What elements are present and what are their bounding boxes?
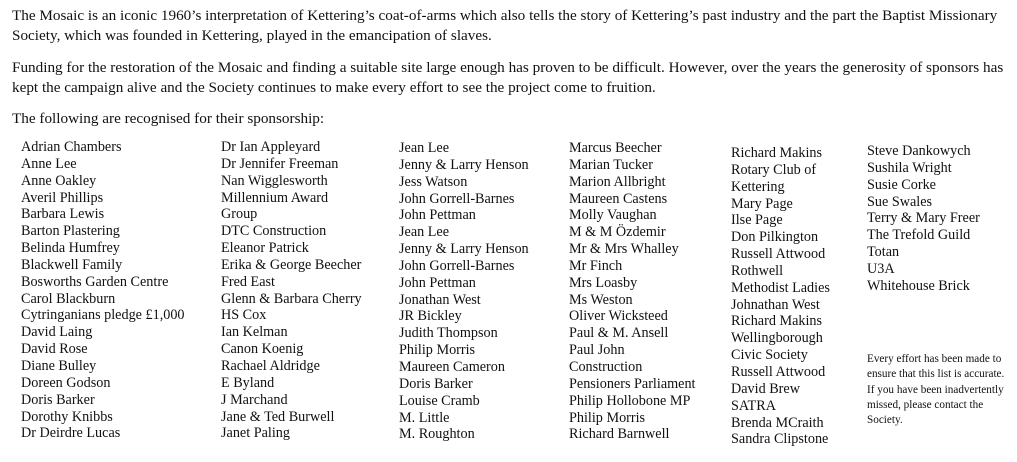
sponsor-name: Jonathan West — [399, 291, 481, 308]
sponsor-name: Johnathan West — [731, 296, 820, 313]
sponsor-name: Rotary Club of — [731, 161, 817, 178]
sponsor-name: Erika & George Beecher — [221, 256, 362, 273]
sponsor-name: Fred East — [221, 273, 275, 290]
sponsor-name: David Brew — [731, 380, 800, 397]
sponsor-name: Wellingborough — [731, 330, 823, 347]
sponsor-name: Canon Koenig — [221, 341, 304, 358]
sponsor-column-6 — [867, 143, 980, 295]
sponsor-name: SATRA — [731, 397, 776, 414]
sponsor-name: Rachael Aldridge — [221, 357, 320, 374]
sponsor-name: John Pettman — [399, 207, 476, 224]
sponsor-name: Jean Lee — [399, 140, 450, 156]
sponsor-name: David Rose — [21, 341, 88, 358]
sponsor-name: Ilse Page — [731, 212, 783, 229]
recognition-heading: The following are recognised for their sponsorship: — [12, 110, 325, 127]
sponsor-name: Anne Oakley — [21, 172, 97, 189]
sponsor-name: DTC Construction — [221, 223, 327, 240]
accuracy-note: Every effort has been made to ensure that this list is accurate. If you have been inadvertently missed, please contact the Society. — [867, 353, 1005, 427]
sponsor-name: Marcus Beecher — [569, 140, 662, 156]
funding-paragraph: Funding for the restoration of the Mosaic and finding a suitable site large enough has proven to be difficult. However, over the years the generosity of sponsors has kept the campaign alive and the Society continues to make every effort to see the project come to fruition. — [12, 59, 1004, 96]
sponsor-name: John Pettman — [399, 274, 476, 291]
sponsor-name: JR Bickley — [399, 308, 462, 325]
sponsor-name: John Gorrell-Barnes — [399, 257, 515, 274]
sponsor-name: Louise Cramb — [399, 392, 480, 409]
sponsor-name: Maureen Castens — [569, 190, 668, 207]
sponsor-name: Jess Watson — [399, 173, 468, 190]
sponsor-name: Bosworths Garden Centre — [21, 273, 169, 290]
sponsor-name: Pensioners Parliament — [569, 375, 696, 392]
sponsor-name: Civic Society — [731, 347, 808, 364]
sponsor-name: Mrs Loasby — [569, 274, 638, 291]
sponsor-column-5 — [731, 145, 830, 448]
sponsor-name: Barton Plastering — [21, 223, 120, 240]
sponsor-name: Richard Barnwell — [569, 426, 670, 443]
sponsor-name: Nan Wigglesworth — [221, 172, 328, 189]
sponsor-name: Anne Lee — [21, 155, 77, 172]
sponsor-name: Doris Barker — [21, 391, 95, 408]
sponsor-name: Mr Finch — [569, 257, 623, 274]
sponsor-name: Dr Jennifer Freeman — [221, 155, 339, 172]
sponsor-name: Construction — [569, 358, 643, 375]
sponsor-name: M & M Özdemir — [569, 224, 666, 241]
sponsor-name: Marian Tucker — [569, 156, 653, 173]
sponsor-name: Paul John — [569, 342, 625, 359]
sponsor-name: The Trefold Guild — [867, 227, 971, 244]
sponsor-column-2 — [221, 139, 362, 442]
sponsor-name: Carol Blackburn — [21, 290, 116, 307]
sponsor-name: Whitehouse Brick — [867, 277, 970, 294]
sponsor-name: Dorothy Knibbs — [21, 408, 113, 425]
sponsor-name: Molly Vaughan — [569, 207, 657, 224]
sponsor-name: Richard Makins — [731, 145, 823, 161]
sponsor-name: Blackwell Family — [21, 256, 123, 273]
sponsor-name: Diane Bulley — [21, 357, 97, 374]
sponsor-name: Sue Swales — [867, 193, 933, 210]
sponsor-name: Ms Weston — [569, 291, 633, 308]
sponsor-name: E Byland — [221, 374, 275, 391]
sponsor-name: Russell Attwood — [731, 363, 826, 380]
sponsor-name: Sandra Clipstone — [731, 431, 829, 448]
sponsor-name: Jenny & Larry Henson — [399, 156, 529, 173]
sponsor-name: Oliver Wicksteed — [569, 308, 668, 325]
sponsor-name: Group — [221, 206, 258, 223]
sponsor-name: HS Cox — [221, 307, 267, 324]
sponsor-name: Ian Kelman — [221, 324, 288, 341]
sponsor-name: Totan — [867, 244, 900, 261]
sponsor-name: Jenny & Larry Henson — [399, 241, 529, 258]
sponsor-name: Doris Barker — [399, 375, 473, 392]
sponsor-name: Marion Allbright — [569, 173, 666, 190]
sponsor-column-3 — [399, 140, 529, 443]
sponsor-name: Philip Morris — [399, 342, 476, 359]
sponsor-name: Rothwell — [731, 262, 784, 279]
sponsor-name: Sushila Wright — [867, 159, 952, 176]
sponsor-name: Russell Attwood — [731, 246, 826, 263]
sponsor-name: Belinda Humfrey — [21, 240, 120, 257]
sponsor-name: David Laing — [21, 324, 93, 341]
sponsor-name: Barbara Lewis — [21, 206, 105, 223]
sponsor-name: Philip Morris — [569, 409, 646, 426]
sponsor-name: M. Little — [399, 409, 450, 426]
sponsor-name: John Gorrell-Barnes — [399, 190, 515, 207]
sponsor-name: Janet Paling — [221, 425, 290, 442]
intro-paragraph: The Mosaic is an iconic 1960’s interpretation of Kettering’s coat-of-arms which also tells the story of Kettering’s past industry and the part the Baptist Missionary Society, which was founded in Kettering, played in the emancipation of slaves. — [12, 7, 998, 44]
sponsor-name: Mary Page — [731, 195, 793, 212]
sponsor-name: Paul & M. Ansell — [569, 325, 669, 342]
sponsor-name: Doreen Godson — [21, 374, 111, 391]
sponsor-name: Brenda MCraith — [731, 414, 824, 431]
sponsor-name: U3A — [867, 260, 895, 277]
sponsor-name: Jean Lee — [399, 224, 450, 241]
sponsor-name: Mr & Mrs Whalley — [569, 241, 679, 258]
sponsor-name: Dr Ian Appleyard — [221, 139, 321, 155]
sponsor-column-4 — [569, 140, 695, 443]
sponsor-name: Averil Phillips — [21, 189, 104, 206]
sponsor-name: J Marchand — [221, 391, 288, 408]
sponsor-name: Susie Corke — [867, 176, 936, 193]
sponsor-name: Richard Makins — [731, 313, 823, 330]
sponsor-name: Methodist Ladies — [731, 279, 830, 296]
sponsor-name: Adrian Chambers — [21, 139, 122, 155]
sponsor-name: Jane & Ted Burwell — [221, 408, 335, 425]
sponsor-name: Glenn & Barbara Cherry — [221, 290, 362, 307]
sponsor-name: Maureen Cameron — [399, 358, 505, 375]
sponsor-name: Eleanor Patrick — [221, 240, 309, 257]
sponsor-name: Steve Dankowych — [867, 143, 971, 159]
sponsor-name: Terry & Mary Freer — [867, 210, 980, 227]
sponsor-name: Judith Thompson — [399, 325, 498, 342]
sponsor-name: Kettering — [731, 178, 785, 195]
sponsor-name: Cytringanians pledge £1,000 — [21, 307, 185, 324]
sponsor-column-1 — [21, 139, 185, 442]
sponsor-name: Dr Deirdre Lucas — [21, 425, 121, 442]
sponsor-name: Millennium Award — [221, 189, 329, 206]
sponsor-name: M. Roughton — [399, 426, 475, 443]
sponsor-name: Don Pilkington — [731, 229, 819, 246]
sponsor-name: Philip Hollobone MP — [569, 392, 691, 409]
